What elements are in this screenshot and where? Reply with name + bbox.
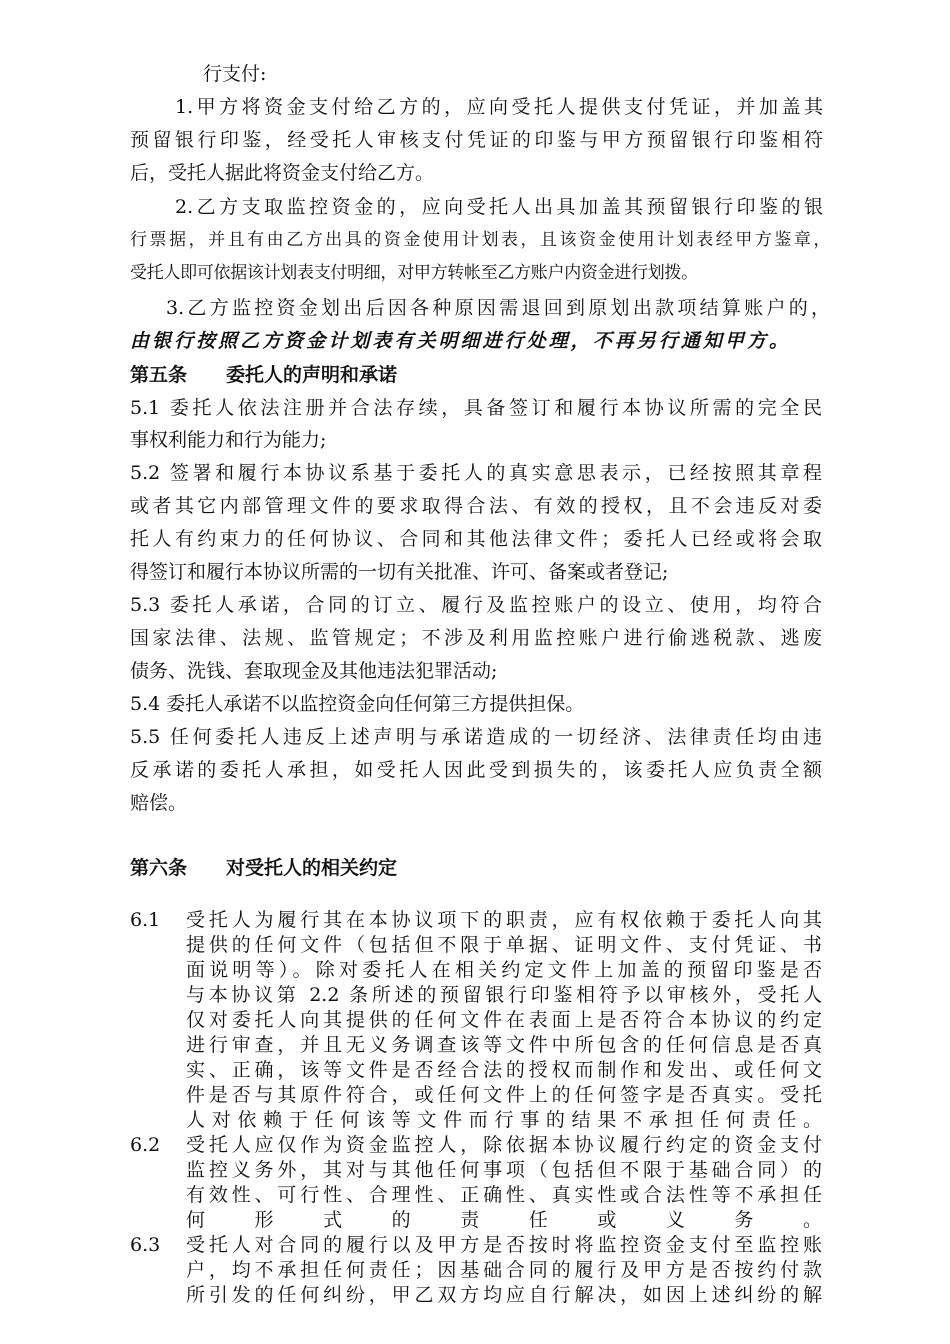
paragraph-line: 5.3 委托人承诺，合同的订立、履行及监控账户的设立、使用，均符合 — [130, 594, 822, 616]
paragraph-line: 事权利能力和行为能力; — [130, 429, 327, 451]
paragraph-line: 1.甲方将资金支付给乙方的，应向受托人提供支付凭证，并加盖其 — [175, 96, 823, 118]
paragraph-line: 或者其它内部管理文件的要求取得合法、有效的授权，且不会违反对委 — [130, 495, 822, 517]
clause-line: 何形式的责任或义务。 — [186, 1209, 822, 1231]
clause-number: 6.1 — [130, 909, 161, 931]
clause-line: 件是否与其原件符合，或任何文件上的任何签字是否真实。受托 — [186, 1084, 822, 1106]
paragraph-line: 行票据，并且有由乙方出具的资金使用计划表，且该资金使用计划表经甲方鉴章， — [130, 230, 830, 250]
section-number: 第五条 — [130, 364, 188, 386]
paragraph-line: 反承诺的委托人承担，如受托人因此受到损失的，该委托人应负责全额 — [130, 759, 822, 781]
clause-number: 6.2 — [130, 1134, 161, 1156]
paragraph-line: 3.乙方监控资金划出后因各种原因需退回到原划出款项结算账户的， — [166, 297, 830, 319]
clause-line: 进行审查，并且无义务调查该等文件中所包含的任何信息是否真 — [186, 1034, 822, 1056]
paragraph-line: 赔偿。 — [130, 792, 188, 814]
section-title: 委托人的声明和承诺 — [226, 364, 398, 386]
section-heading — [130, 856, 397, 881]
paragraph-line: 2.乙方支取监控资金的，应向受托人出具加盖其预留银行印鉴的银 — [175, 196, 823, 218]
clause-line: 户，均不承担任何责任；因基础合同的履行及甲方是否按约付款 — [186, 1259, 822, 1281]
clause-line: 监控义务外，其对与其他任何事项（包括但不限于基础合同）的 — [186, 1159, 822, 1181]
clause-line: 受托人应仅作为资金监控人，除依据本协议履行约定的资金支付 — [186, 1134, 822, 1156]
paragraph-line: 5.2 签署和履行本协议系基于委托人的真实意思表示，已经按照其章程 — [130, 462, 822, 484]
clause-line: 受托人为履行其在本协议项下的职责，应有权依赖于委托人向其 — [186, 909, 822, 931]
clause-line: 所引发的任何纠纷，甲乙双方均应自行解决，如因上述纠纷的解 — [186, 1284, 822, 1306]
paragraph-line: 托人有约束力的任何协议、合同和其他法律文件；委托人已经或将会取 — [130, 528, 822, 550]
paragraph-line: 债务、洗钱、套取现金及其他违法犯罪活动; — [130, 660, 498, 682]
emphasis-line: 由银行按照乙方资金计划表有关明细进行处理，不再另行通知甲方。 — [130, 330, 788, 352]
clause-number: 6.3 — [130, 1234, 161, 1256]
paragraph-line: 后，受托人据此将资金支付给乙方。 — [130, 162, 435, 184]
section-title: 对受托人的相关约定 — [226, 857, 398, 879]
section-heading — [130, 363, 397, 388]
paragraph-line: 5.4 委托人承诺不以监控资金向任何第三方提供担保。 — [130, 693, 585, 715]
paragraph-line: 预留银行印鉴，经受托人审核支付凭证的印鉴与甲方预留银行印鉴相符 — [130, 129, 823, 151]
clause-line: 仅对委托人向其提供的任何文件在表面上是否符合本协议的约定 — [186, 1009, 822, 1031]
clause-line: 实、正确，该等文件是否经合法的授权而制作和发出、或任何文 — [186, 1059, 822, 1081]
paragraph-line: 受托人即可依据该计划表支付明细，对甲方转帐至乙方账户内资金进行划拨。 — [130, 263, 698, 283]
clause-line: 提供的任何文件（包括但不限于单据、证明文件、支付凭证、书 — [186, 934, 822, 956]
section-number: 第六条 — [130, 857, 188, 879]
clause-line: 人对依赖于任何该等文件而行事的结果不承担任何责任。 — [186, 1109, 822, 1131]
clause-line: 受托人对合同的履行以及甲方是否按时将监控资金支付至监控账 — [186, 1234, 822, 1256]
paragraph-line: 5.5 任何委托人违反上述声明与承诺造成的一切经济、法律责任均由违 — [130, 726, 822, 748]
paragraph-line: 国家法律、法规、监管规定；不涉及利用监控账户进行偷逃税款、逃废 — [130, 627, 822, 649]
clause-line: 面说明等）。除对委托人在相关约定文件上加盖的预留印鉴是否 — [186, 959, 822, 981]
paragraph-line: 得签订和履行本协议所需的一切有关批准、许可、备案或者登记; — [130, 561, 669, 583]
paragraph-line: 5.1 委托人依法注册并合法存续，具备签订和履行本协议所需的完全民 — [130, 397, 822, 419]
clause-line: 有效性、可行性、合理性、正确性、真实性或合法性等不承担任 — [186, 1184, 822, 1206]
paragraph-line: 行支付: — [203, 63, 267, 85]
clause-line: 与本协议第 2.2 条所述的预留银行印鉴相符予以审核外，受托人 — [186, 984, 822, 1006]
